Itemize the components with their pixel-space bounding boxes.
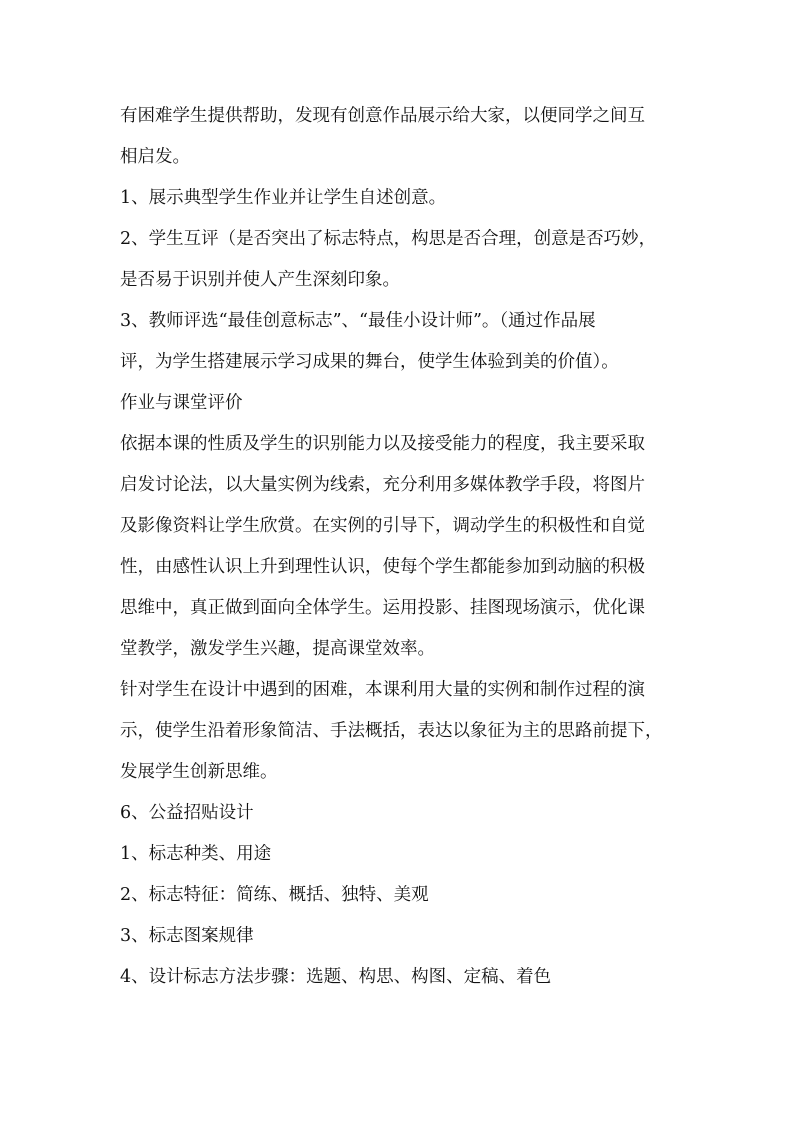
text-line-7: 评，为学生搭建展示学习成果的舞台，使学生体验到美的价值）。 <box>120 352 619 372</box>
list-heading: 6、公益招贴设计 <box>120 803 254 823</box>
text-line-12: 性，由感性认识上升到理性认识，使每个学生都能参加到动脑的积极 <box>120 557 645 577</box>
text-line-9: 依据本课的性质及学生的识别能力以及接受能力的程度，我主要采取 <box>120 434 645 454</box>
text-line-6: 3、教师评选“最佳创意标志”、“最佳小设计师”。（通过作品展 <box>120 311 596 331</box>
list-item-2: 2、标志特征：简练、概括、独特、美观 <box>120 885 429 905</box>
text-line-1: 有困难学生提供帮助，发现有创意作品展示给大家，以便同学之间互 <box>120 106 645 126</box>
document-body <box>120 96 680 998</box>
text-line-17: 发展学生创新思维。 <box>120 762 278 782</box>
list-item-1: 1、标志种类、用途 <box>120 844 272 864</box>
list-item-3: 3、标志图案规律 <box>120 926 254 946</box>
text-line-16: 示，使学生沿着形象简洁、手法概括，表达以象征为主的思路前提下， <box>120 721 663 741</box>
text-line-15: 针对学生在设计中遇到的困难，本课利用大量的实例和制作过程的演 <box>120 680 645 700</box>
text-line-2: 相启发。 <box>120 147 190 167</box>
text-line-4: 2、学生互评（是否突出了标志特点，构思是否合理，创意是否巧妙， <box>120 229 657 249</box>
text-line-13: 思维中，真正做到面向全体学生。运用投影、挂图现场演示，优化课 <box>120 598 645 618</box>
section-heading: 作业与课堂评价 <box>120 393 243 413</box>
list-item-4: 4、设计标志方法步骤：选题、构思、构图、定稿、着色 <box>120 967 552 987</box>
text-line-5: 是否易于识别并使人产生深刻印象。 <box>120 270 400 290</box>
text-line-11: 及影像资料让学生欣赏。在实例的引导下，调动学生的积极性和自觉 <box>120 516 645 536</box>
text-line-3: 1、展示典型学生作业并让学生自述创意。 <box>120 188 447 208</box>
text-line-10: 启发讨论法，以大量实例为线索，充分利用多媒体教学手段，将图片 <box>120 475 645 495</box>
text-line-14: 堂教学，激发学生兴趣，提高课堂效率。 <box>120 639 435 659</box>
